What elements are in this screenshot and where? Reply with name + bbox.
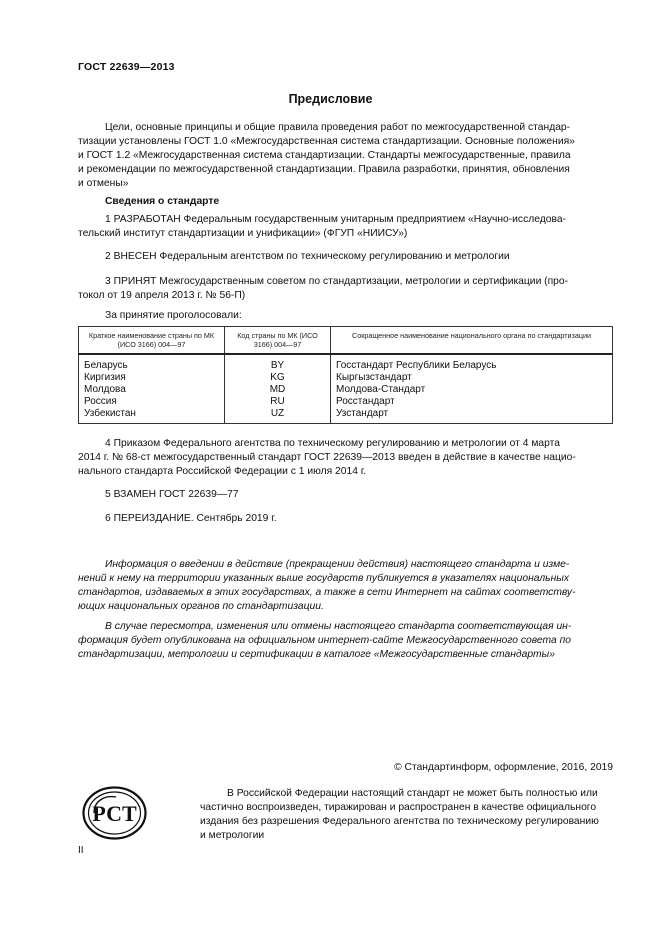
rst-certification-mark-icon bbox=[82, 786, 147, 840]
table-row bbox=[79, 354, 613, 372]
info-line: формация будет опубликована на официальном интернет-сайте Межгосударственного совета по bbox=[78, 635, 571, 646]
table-row bbox=[79, 396, 613, 408]
table-row bbox=[79, 372, 613, 384]
country-cell: Беларусь bbox=[79, 354, 225, 372]
code-cell: BY bbox=[225, 354, 331, 372]
voting-countries-table bbox=[78, 326, 613, 424]
info-line: В случае пересмотра, изменения или отмены настоящего стандарта соответствующая ин- bbox=[105, 621, 572, 632]
item-2-introduced: 2 ВНЕСЕН Федеральным агентством по техническому регулированию и метрологии bbox=[105, 251, 510, 262]
info-line: ющих национальных органов по стандартизации. bbox=[78, 601, 324, 612]
code-cell: MD bbox=[225, 384, 331, 396]
body-cell: Росстандарт bbox=[331, 396, 613, 408]
code-cell: RU bbox=[225, 396, 331, 408]
country-cell: Киргизия bbox=[79, 372, 225, 384]
item-3-adopted bbox=[78, 275, 613, 303]
code-cell: KG bbox=[225, 372, 331, 384]
info-line: стандартов, издаваемых в этих государствах, а также в сети Интернет на сайтах соответству- bbox=[78, 587, 576, 598]
body-cell: Узстандарт bbox=[331, 408, 613, 424]
copyright-line: © Стандартинформ, оформление, 2016, 2019 bbox=[394, 762, 613, 773]
notice-line: В Российской Федерации настоящий стандарт не может быть полностью или bbox=[227, 788, 598, 799]
svg-text:РСТ: РСТ bbox=[92, 801, 137, 826]
item-6-reissue: 6 ПЕРЕИЗДАНИЕ. Сентябрь 2019 г. bbox=[105, 513, 277, 524]
section-subheading: Сведения о стандарте bbox=[105, 196, 220, 207]
item-1-line: 1 РАЗРАБОТАН Федеральным государственным унитарным предприятием «Научно-исследова- bbox=[105, 214, 566, 225]
body-cell: Молдова-Стандарт bbox=[331, 384, 613, 396]
intro-line: Цели, основные принципы и общие правила проведения работ по межгосударственной стандар- bbox=[105, 122, 571, 133]
notice-line: и метрологии bbox=[200, 830, 265, 841]
page-number: II bbox=[78, 845, 84, 856]
item-4-line: 4 Приказом Федерального агентства по техническому регулированию и метрологии от 4 марта bbox=[105, 438, 560, 449]
intro-line: тизации установлены ГОСТ 1.0 «Межгосударственная система стандартизации. Основные положения» bbox=[78, 136, 575, 147]
document-code-header: ГОСТ 22639—2013 bbox=[78, 61, 175, 73]
code-cell: UZ bbox=[225, 408, 331, 424]
item-1-developed bbox=[78, 213, 613, 241]
item-1-line: тельский институт стандартизации и унификации» (ФГУП «НИИСУ») bbox=[78, 228, 408, 239]
country-cell: Россия bbox=[79, 396, 225, 408]
column-header-body: Сокращенное наименование национального органа по стандартизации bbox=[331, 327, 613, 355]
body-cell: Кыргызстандарт bbox=[331, 372, 613, 384]
item-4-line: нального стандарта Российской Федерации с 1 июля 2014 г. bbox=[78, 466, 367, 477]
item-4-order bbox=[78, 437, 613, 479]
intro-line: и отмены» bbox=[78, 178, 129, 189]
voted-label: За принятие проголосовали: bbox=[105, 310, 242, 321]
intro-paragraph bbox=[78, 121, 613, 191]
country-cell: Молдова bbox=[79, 384, 225, 396]
table-row bbox=[79, 408, 613, 424]
column-header-country: Краткое наименование страны по МК (ИСО 3166) 004—97 bbox=[79, 327, 225, 355]
item-3-line: токол от 19 апреля 2013 г. № 56-П) bbox=[78, 290, 246, 301]
info-line: Информация о введении в действие (прекращении действия) настоящего стандарта и изме- bbox=[105, 559, 570, 570]
info-line: стандартизации, метрологии и сертификации в каталоге «Межгосударственные стандарты» bbox=[78, 649, 555, 660]
notice-line: частично воспроизведен, тиражирован и распространен в качестве официального bbox=[200, 802, 597, 813]
item-3-line: 3 ПРИНЯТ Межгосударственным советом по стандартизации, метрологии и сертификации (про- bbox=[105, 276, 569, 287]
body-cell: Госстандарт Республики Беларусь bbox=[331, 354, 613, 372]
intro-line: и рекомендации по межгосударственной стандартизации. Правила разработки, принятия, обновления bbox=[78, 164, 570, 175]
info-paragraph-2 bbox=[78, 620, 613, 662]
copyright-notice bbox=[200, 787, 613, 843]
intro-line: и ГОСТ 1.2 «Межгосударственная система стандартизации. Стандарты межгосударственные, правила bbox=[78, 150, 571, 161]
info-line: нений к нему на территории указанных выше государств публикуется в указателях национальных bbox=[78, 573, 569, 584]
item-4-line: 2014 г. № 68-ст межгосударственный стандарт ГОСТ 22639—2013 введен в действие в качестве нацио- bbox=[78, 452, 576, 463]
page-title: Предисловие bbox=[288, 92, 373, 106]
column-header-code: Код страны по МК (ИСО 3166) 004—97 bbox=[225, 327, 331, 355]
notice-line: издания без разрешения Федерального агентства по техническому регулированию bbox=[200, 816, 599, 827]
item-5-replaces: 5 ВЗАМЕН ГОСТ 22639—77 bbox=[105, 489, 239, 500]
table-row bbox=[79, 384, 613, 396]
country-cell: Узбекистан bbox=[79, 408, 225, 424]
info-paragraph-1 bbox=[78, 558, 613, 614]
